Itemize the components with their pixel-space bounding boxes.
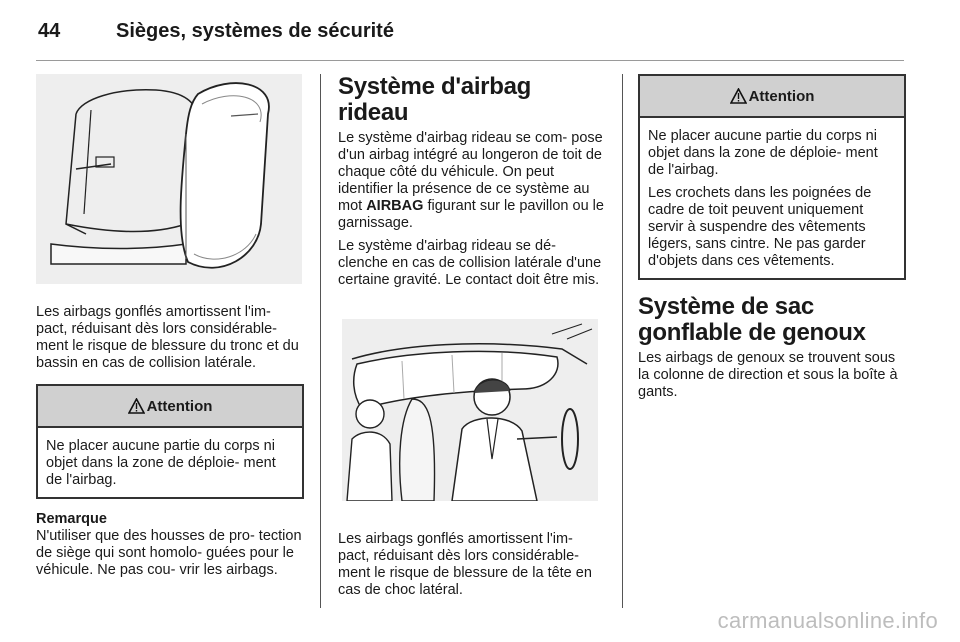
airbag-marking: AIRBAG: [366, 198, 424, 214]
watermark: carmanualsonline.info: [717, 608, 938, 633]
header-divider: [36, 60, 904, 61]
warning-triangle-icon: [730, 88, 747, 104]
warning-triangle-icon: [128, 398, 145, 414]
curtain-airbag-illustration: [342, 319, 598, 501]
curtain-airbag-paragraph-2: Le système d'airbag rideau se dé- clenche en cas de collision latérale d'une certaine gravité. Le contact doit être mis.: [338, 238, 602, 288]
page-header-title: Sièges, systèmes de sécurité: [116, 20, 394, 42]
remark-text: N'utiliser que des housses de pro- tection de siège qui sont homolo- guées pour le véhicule. Ne pas cou- vrir les airbags.: [36, 528, 302, 578]
column-right: [638, 74, 906, 401]
attention-box-left: [36, 384, 304, 499]
curtain-airbag-paragraph-1: [338, 130, 606, 232]
section-title-curtain-airbag: Système d'airbag rideau: [338, 73, 531, 126]
seat-side-airbag-illustration: [36, 74, 302, 284]
paragraph-text-end: figurant sur le pavillon ou le garnissage.: [338, 198, 604, 231]
column-divider-1: [320, 74, 321, 608]
attention-header: [38, 386, 302, 428]
knee-airbag-paragraph: Les airbags de genoux se trouvent sous la colonne de direction et sous la boîte à gants.: [638, 350, 898, 400]
column-divider-2: [622, 74, 623, 608]
figure-caption-side-airbag: Les airbags gonflés amortissent l'im- pact, réduisant dès lors considérable- ment le risque de blessure du tronc et du bassin en cas de collision latérale.: [36, 304, 299, 371]
page-number: 44: [38, 20, 61, 42]
attention-text: Ne placer aucune partie du corps ni objet dans la zone de déploie- ment de l'airbag.: [46, 438, 276, 488]
paragraph-text: Le système d'airbag rideau se com- pose d'un airbag intégré au longeron de toit de chaque côté du véhicule. On peut identifier la présence de ce système au mot: [338, 130, 603, 214]
figure-caption-curtain-airbag: Les airbags gonflés amortissent l'im- pact, réduisant dès lors considérable- ment le risque de blessure de la tête en cas de choc latéral.: [338, 531, 592, 598]
column-left: [36, 74, 304, 579]
attention-title: Attention: [146, 397, 213, 415]
attention-box-right: [638, 74, 906, 280]
column-middle: [338, 74, 606, 599]
section-title-knee-airbag: Système de sac gonflable de genoux: [638, 293, 866, 346]
remark-title: Remarque: [36, 511, 107, 527]
attention-title: Attention: [748, 87, 815, 105]
attention-text-1: Ne placer aucune partie du corps ni objet dans la zone de déploie- ment de l'airbag.: [648, 128, 878, 178]
attention-header: [640, 76, 904, 118]
attention-text-2: Les crochets dans les poignées de cadre de toit peuvent uniquement servir à suspendre des vêtements légers, sans cintre. Ne pas garder d'objets dans ces vêtements.: [648, 185, 872, 269]
